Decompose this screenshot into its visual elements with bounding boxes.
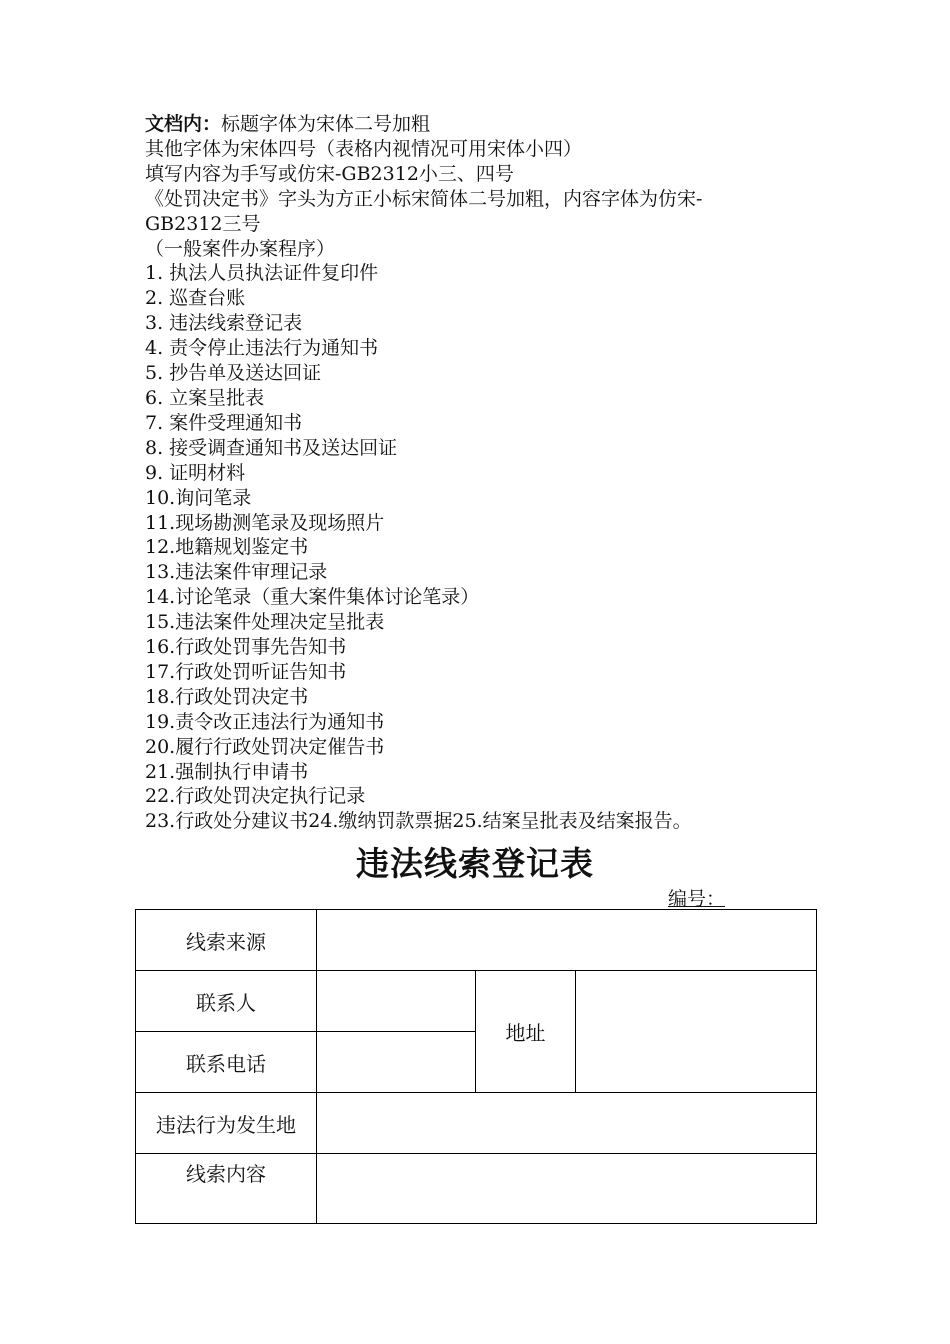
- serial-label: 编号：: [668, 888, 726, 910]
- address-label: 地址: [476, 971, 576, 1093]
- handwriting-note-line: 填写内容为手写或仿宋-GB2312小三、四号: [145, 162, 514, 185]
- procedure-item: 2. 巡查台账: [145, 287, 246, 310]
- contact-label: 联系人: [136, 971, 317, 1032]
- source-field[interactable]: [317, 910, 817, 971]
- procedure-item: 19.责令改正违法行为通知书: [145, 710, 385, 733]
- procedure-item: 1. 执法人员执法证件复印件: [145, 262, 379, 285]
- procedure-list: [145, 261, 825, 834]
- procedure-item: 3. 违法线索登记表: [145, 312, 303, 335]
- content-label: 线索内容: [136, 1154, 317, 1224]
- procedure-item: 16.行政处罚事先告知书: [145, 636, 347, 659]
- address-field[interactable]: [576, 971, 817, 1093]
- table-row: [136, 1154, 817, 1224]
- instructions-block: [145, 112, 825, 834]
- location-label: 违法行为发生地: [136, 1093, 317, 1154]
- table-row: [136, 971, 817, 1032]
- procedure-item: 8. 接受调查通知书及送达回证: [145, 436, 398, 459]
- procedure-item: 6. 立案呈批表: [145, 386, 265, 409]
- procedure-heading: （一般案件办案程序）: [145, 237, 336, 260]
- procedure-item: 9. 证明材料: [145, 461, 246, 484]
- procedure-item: 23.行政处分建议书24.缴纳罚款票据25.结案呈批表及结案报告。: [145, 810, 692, 833]
- procedure-item: 12.地籍规划鉴定书: [145, 536, 309, 559]
- procedure-item: 11.现场勘测笔录及现场照片: [145, 511, 385, 534]
- procedure-item: 17.行政处罚听证告知书: [145, 660, 347, 683]
- form-title: 违法线索登记表: [356, 844, 594, 883]
- serial-number: [668, 884, 737, 911]
- source-label: 线索来源: [136, 910, 317, 971]
- procedure-item: 21.强制执行申请书: [145, 760, 309, 783]
- phone-field[interactable]: [317, 1032, 476, 1093]
- procedure-item: 14.讨论笔录（重大案件集体讨论笔录）: [145, 586, 480, 609]
- table-row: [136, 1093, 817, 1154]
- content-field[interactable]: [317, 1154, 817, 1224]
- procedure-item: 5. 抄告单及送达回证: [145, 362, 322, 385]
- intro-label: 文档内：: [145, 113, 222, 135]
- font-note-line: 其他字体为宋体四号（表格内视情况可用宋体小四）: [145, 137, 583, 160]
- location-field[interactable]: [317, 1093, 817, 1154]
- intro-text: 标题字体为宋体二号加粗: [221, 113, 431, 135]
- decision-note-line-cont: GB2312三号: [145, 212, 261, 235]
- procedure-item: 22.行政处罚决定执行记录: [145, 785, 366, 808]
- procedure-item: 10.询问笔录: [145, 486, 252, 509]
- procedure-item: 15.违法案件处理决定呈批表: [145, 611, 385, 634]
- procedure-item: 13.违法案件审理记录: [145, 561, 328, 584]
- procedure-item: 4. 责令停止违法行为通知书: [145, 337, 379, 360]
- procedure-item: 20.履行行政处罚决定催告书: [145, 735, 385, 758]
- phone-label: 联系电话: [136, 1032, 317, 1093]
- clue-registration-table: [135, 909, 817, 1224]
- contact-field[interactable]: [317, 971, 476, 1032]
- table-row: [136, 910, 817, 971]
- decision-note-line: 《处罚决定书》字头为方正小标宋简体二号加粗，内容字体为仿宋-: [145, 187, 703, 210]
- procedure-item: 7. 案件受理通知书: [145, 411, 303, 434]
- intro-line: [145, 112, 825, 137]
- procedure-item: 18.行政处罚决定书: [145, 685, 309, 708]
